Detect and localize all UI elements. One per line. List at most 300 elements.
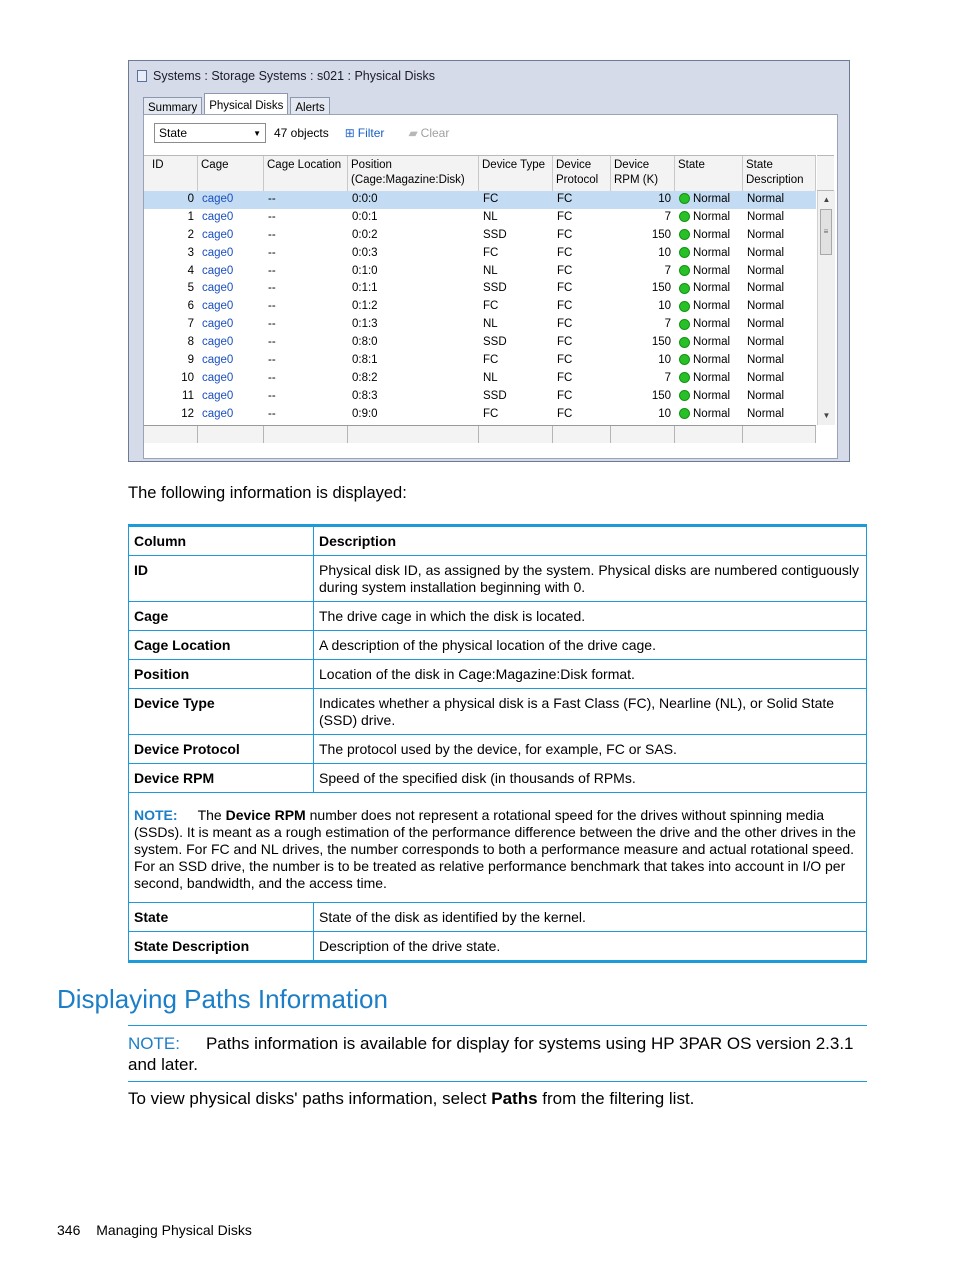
cell-text: 10 <box>658 246 671 259</box>
column-header-device-protocol[interactable]: Device Protocol <box>553 156 611 192</box>
cell-state-description <box>743 227 816 245</box>
cell-cage-location <box>264 209 348 227</box>
footer-cell <box>675 426 743 443</box>
cell-text: 150 <box>651 282 671 295</box>
cell-cage-location <box>264 245 348 263</box>
cell-text: 0:8:3 <box>352 389 378 402</box>
para-after: from the filtering list. <box>542 1089 695 1108</box>
column-header-cage[interactable]: Cage <box>198 156 264 192</box>
status-ok-icon <box>679 265 690 276</box>
cell-position <box>348 280 479 298</box>
cell-device-rpm <box>611 406 675 424</box>
cell-cage[interactable] <box>198 245 264 263</box>
cell-device-protocol <box>553 406 611 424</box>
cell-text: 0:1:0 <box>352 264 378 277</box>
cell-text: 5 <box>187 282 194 295</box>
cell-device-protocol <box>553 280 611 298</box>
cell-position <box>348 370 479 388</box>
status-ok-icon <box>679 319 690 330</box>
eraser-icon: ▰ <box>408 126 418 140</box>
cell-text: FC <box>483 354 499 367</box>
para-bold: Paths <box>491 1089 538 1108</box>
cage-link[interactable]: cage0 <box>202 193 234 205</box>
cell-text: 10 <box>658 407 671 420</box>
cell-text: FC <box>557 389 573 402</box>
cell-text: 0:0:1 <box>352 210 378 223</box>
cell-text: FC <box>557 264 573 277</box>
cell-cage[interactable] <box>198 388 264 406</box>
cell-device-protocol <box>553 370 611 388</box>
cell-text: -- <box>268 300 276 313</box>
filter-icon: ⊞ <box>344 126 355 140</box>
cell-id <box>144 191 198 209</box>
cell-text: 8 <box>187 336 194 349</box>
cell-device-rpm <box>611 352 675 370</box>
cell-device-rpm <box>611 298 675 316</box>
column-header-cage-location[interactable]: Cage Location <box>264 156 348 192</box>
status-ok-icon <box>679 337 690 348</box>
cell-cage[interactable] <box>198 191 264 209</box>
section-heading: Displaying Paths Information <box>57 984 388 1014</box>
table-row[interactable] <box>144 245 816 263</box>
footer-cell <box>348 426 479 443</box>
cell-text: Normal <box>747 210 785 223</box>
cell-device-type <box>479 406 553 424</box>
column-header-state[interactable]: State <box>675 156 743 192</box>
table-row[interactable] <box>144 388 816 406</box>
row-column-name: Device Protocol <box>129 735 314 764</box>
cell-device-type <box>479 245 553 263</box>
note-label: NOTE: <box>128 1034 180 1053</box>
cell-cage[interactable] <box>198 298 264 316</box>
cell-state-description <box>743 191 816 209</box>
table-row[interactable] <box>144 227 816 245</box>
grid-header-corner <box>817 155 834 191</box>
cell-device-type <box>479 227 553 245</box>
cell-state-description <box>743 209 816 227</box>
para-before: To view physical disks' paths information, select <box>128 1089 487 1108</box>
status-ok-icon <box>679 229 690 240</box>
cell-device-type <box>479 334 553 352</box>
cell-text: FC <box>557 228 573 241</box>
cell-text: FC <box>483 407 499 420</box>
note-prefix: The <box>197 807 222 823</box>
cell-position <box>348 191 479 209</box>
cell-text: FC <box>483 246 499 259</box>
cell-cage[interactable] <box>198 316 264 334</box>
column-header-position[interactable]: Position (Cage:Magazine:Disk) <box>348 156 479 192</box>
column-header-device-rpm[interactable]: Device RPM (K) <box>611 156 675 192</box>
table-row <box>129 631 867 660</box>
tab-summary[interactable]: Summary <box>143 97 202 118</box>
cage-link[interactable]: cage0 <box>202 354 234 367</box>
cell-state <box>675 298 743 316</box>
cell-text: Normal <box>693 354 731 367</box>
row-column-name: Device RPM <box>129 764 314 793</box>
cage-link[interactable]: cage0 <box>202 282 234 295</box>
cell-state <box>675 263 743 281</box>
table-row <box>129 764 867 793</box>
cell-device-rpm <box>611 316 675 334</box>
row-column-name: State <box>129 903 314 932</box>
footer-cell <box>144 426 198 443</box>
cell-cage-location <box>264 227 348 245</box>
cell-device-protocol <box>553 263 611 281</box>
physical-disks-screenshot <box>128 60 850 462</box>
cell-cage-location <box>264 388 348 406</box>
cell-text: Normal <box>693 407 731 420</box>
table-row <box>129 660 867 689</box>
cell-text: Normal <box>693 246 731 259</box>
cell-position <box>348 352 479 370</box>
cage-link[interactable]: cage0 <box>202 300 234 313</box>
column-header-state-description[interactable]: State Description <box>743 156 816 192</box>
cage-link[interactable]: cage0 <box>202 389 234 402</box>
cell-text: -- <box>268 407 276 420</box>
cell-text: Normal <box>693 318 731 331</box>
table-row[interactable] <box>144 298 816 316</box>
paths-instruction <box>128 1089 694 1109</box>
footer-cell <box>611 426 675 443</box>
table-row[interactable] <box>144 316 816 334</box>
cell-cage-location <box>264 263 348 281</box>
row-description: Indicates whether a physical disk is a Fast Class (FC), Nearline (NL), or Solid State (SSD) drive. <box>314 689 867 735</box>
cell-device-protocol <box>553 245 611 263</box>
cell-text: 0:8:1 <box>352 354 378 367</box>
cell-state <box>675 406 743 424</box>
cell-text: 150 <box>651 336 671 349</box>
cell-state <box>675 245 743 263</box>
scroll-up-icon[interactable]: ▲ <box>822 195 831 204</box>
cell-text: -- <box>268 282 276 295</box>
row-description: Physical disk ID, as assigned by the system. Physical disks are numbered contiguously during system installation beginning with 0. <box>314 556 867 602</box>
cell-text: 7 <box>187 318 194 331</box>
cage-link[interactable]: cage0 <box>202 264 234 277</box>
cell-text: Normal <box>693 193 731 205</box>
table-row[interactable] <box>144 280 816 298</box>
status-ok-icon <box>679 301 690 312</box>
window-titlebar <box>137 65 435 87</box>
cell-text: NL <box>483 210 498 223</box>
status-ok-icon <box>679 211 690 222</box>
cell-text: Normal <box>693 371 731 384</box>
cell-text: -- <box>268 318 276 331</box>
column-header-id[interactable]: ID <box>144 156 198 192</box>
scroll-thumb[interactable]: ≡ <box>820 209 832 255</box>
cell-state-description <box>743 406 816 424</box>
cell-id <box>144 298 198 316</box>
table-row[interactable] <box>144 352 816 370</box>
cage-link[interactable]: cage0 <box>202 318 234 331</box>
cell-cage[interactable] <box>198 352 264 370</box>
cell-device-rpm <box>611 263 675 281</box>
cell-cage[interactable] <box>198 209 264 227</box>
table-row[interactable] <box>144 370 816 388</box>
cell-id <box>144 334 198 352</box>
cell-id <box>144 406 198 424</box>
paths-note <box>128 1025 867 1082</box>
cell-state <box>675 280 743 298</box>
cell-state <box>675 352 743 370</box>
cell-cage-location <box>264 280 348 298</box>
status-ok-icon <box>679 354 690 365</box>
footer-cell <box>479 426 553 443</box>
window-icon <box>137 70 147 82</box>
header-column: Column <box>129 526 314 556</box>
cell-text: Normal <box>747 228 785 241</box>
cell-device-protocol <box>553 227 611 245</box>
grid-footer-row <box>144 425 816 443</box>
table-row <box>129 689 867 735</box>
column-description-table <box>128 524 867 963</box>
cell-text: 11 <box>182 389 194 402</box>
cell-cage-location <box>264 298 348 316</box>
row-description: The protocol used by the device, for example, FC or SAS. <box>314 735 867 764</box>
note-bold: Device RPM <box>225 807 306 823</box>
cell-cage[interactable] <box>198 263 264 281</box>
table-row[interactable] <box>144 191 816 209</box>
status-ok-icon <box>679 408 690 419</box>
cell-text: 150 <box>651 228 671 241</box>
cell-position <box>348 298 479 316</box>
cell-text: Normal <box>693 282 731 295</box>
row-column-name: Cage Location <box>129 631 314 660</box>
cell-position <box>348 245 479 263</box>
cell-text: -- <box>268 354 276 367</box>
table-row[interactable] <box>144 263 816 281</box>
cell-state-description <box>743 263 816 281</box>
cell-id <box>144 316 198 334</box>
cell-text: 2 <box>187 228 194 241</box>
cell-text: 10 <box>658 300 671 313</box>
cell-state <box>675 388 743 406</box>
cell-state <box>675 227 743 245</box>
cell-text: Normal <box>747 336 785 349</box>
cell-text: SSD <box>483 228 507 241</box>
cell-text: 3 <box>187 246 194 259</box>
page-footer <box>57 1222 252 1238</box>
cell-text: FC <box>483 193 499 205</box>
cell-id <box>144 209 198 227</box>
row-description: Description of the drive state. <box>314 932 867 962</box>
vertical-scrollbar[interactable] <box>817 191 835 425</box>
cell-state-description <box>743 280 816 298</box>
cell-text: Normal <box>747 193 785 205</box>
note-row <box>129 793 867 903</box>
cell-text: 0 <box>187 193 194 205</box>
cell-state-description <box>743 352 816 370</box>
cell-state <box>675 316 743 334</box>
cell-device-type <box>479 263 553 281</box>
cell-device-rpm <box>611 209 675 227</box>
status-ok-icon <box>679 372 690 383</box>
header-description: Description <box>314 526 867 556</box>
note-label: NOTE: <box>134 807 178 823</box>
status-ok-icon <box>679 193 690 204</box>
cell-device-type <box>479 316 553 334</box>
cell-cage[interactable] <box>198 370 264 388</box>
grid-header <box>144 155 816 193</box>
cell-device-type <box>479 370 553 388</box>
cell-id <box>144 245 198 263</box>
status-ok-icon <box>679 283 690 294</box>
cell-text: NL <box>483 264 498 277</box>
cell-device-rpm <box>611 245 675 263</box>
table-header-row <box>129 526 867 556</box>
cell-cage[interactable] <box>198 406 264 424</box>
cell-text: Normal <box>747 389 785 402</box>
scroll-down-icon[interactable]: ▼ <box>822 411 831 420</box>
note-text: number does not represent a rotational speed for the drives without spinning media (SSDs). It is meant as a rough estimation of the performance difference between the drive and the other drives in the system. For FC and NL drives, the number corresponds to both a performance measure and actual rotational speed. For an SSD drive, the number is to be treated as relative performance benchmark that takes into account in I/O per second, bandwidth, and the access time. <box>134 807 856 891</box>
table-row <box>129 903 867 932</box>
tab-physical-disks[interactable]: Physical Disks <box>204 93 288 118</box>
cell-id <box>144 388 198 406</box>
cell-text: 7 <box>664 318 671 331</box>
cell-cage[interactable] <box>198 227 264 245</box>
cage-link[interactable]: cage0 <box>202 336 234 349</box>
table-row <box>129 735 867 764</box>
cell-device-type <box>479 352 553 370</box>
cell-position <box>348 209 479 227</box>
cell-device-type <box>479 388 553 406</box>
cell-text: -- <box>268 193 276 205</box>
cage-link[interactable]: cage0 <box>202 210 234 223</box>
cell-text: -- <box>268 389 276 402</box>
table-row[interactable] <box>144 334 816 352</box>
cell-text: 0:0:0 <box>352 193 378 205</box>
cell-text: 0:1:3 <box>352 318 378 331</box>
cell-text: Normal <box>747 354 785 367</box>
cell-text: Normal <box>747 407 785 420</box>
cell-id <box>144 263 198 281</box>
cell-position <box>348 388 479 406</box>
table-row[interactable] <box>144 406 816 424</box>
cell-text: Normal <box>693 389 731 402</box>
cell-text: FC <box>557 300 573 313</box>
cell-device-rpm <box>611 388 675 406</box>
cell-state-description <box>743 370 816 388</box>
footer-cell <box>198 426 264 443</box>
clear-button[interactable] <box>408 126 449 140</box>
cell-device-rpm <box>611 370 675 388</box>
status-ok-icon <box>679 247 690 258</box>
cell-text: 7 <box>664 264 671 277</box>
cell-state <box>675 334 743 352</box>
cell-text: -- <box>268 336 276 349</box>
cell-position <box>348 263 479 281</box>
cell-device-protocol <box>553 352 611 370</box>
cell-text: -- <box>268 371 276 384</box>
cell-state-description <box>743 316 816 334</box>
cell-text: SSD <box>483 389 507 402</box>
row-column-name: State Description <box>129 932 314 962</box>
cell-text: Normal <box>747 318 785 331</box>
footer-cell <box>553 426 611 443</box>
cell-text: 10 <box>181 371 194 384</box>
cell-text: 4 <box>187 264 194 277</box>
row-description: Speed of the specified disk (in thousands of RPMs. <box>314 764 867 793</box>
cage-link[interactable]: cage0 <box>202 246 234 259</box>
cell-text: Normal <box>747 282 785 295</box>
intro-text: The following information is displayed: <box>128 484 407 502</box>
cell-cage[interactable] <box>198 334 264 352</box>
physical-disks-panel <box>143 114 838 459</box>
object-count: 47 objects <box>274 126 329 140</box>
column-header-device-type[interactable]: Device Type <box>479 156 553 192</box>
filter-button-label: Filter <box>357 126 385 140</box>
cage-link[interactable]: cage0 <box>202 228 234 241</box>
cell-device-protocol <box>553 209 611 227</box>
cell-text: FC <box>557 318 573 331</box>
cage-link[interactable]: cage0 <box>202 371 234 384</box>
cell-state <box>675 370 743 388</box>
cell-text: -- <box>268 264 276 277</box>
cell-device-type <box>479 298 553 316</box>
cell-text: Normal <box>693 228 731 241</box>
cell-id <box>144 227 198 245</box>
footer-cell <box>743 426 816 443</box>
row-column-name: Cage <box>129 602 314 631</box>
status-ok-icon <box>679 390 690 401</box>
filter-button[interactable] <box>345 126 385 140</box>
cell-position <box>348 334 479 352</box>
cell-device-protocol <box>553 388 611 406</box>
cell-text: -- <box>268 210 276 223</box>
cell-text: Normal <box>747 246 785 259</box>
cell-device-type <box>479 209 553 227</box>
cell-state-description <box>743 388 816 406</box>
cell-cage-location <box>264 370 348 388</box>
cell-position <box>348 406 479 424</box>
footer-title: Managing Physical Disks <box>96 1222 252 1238</box>
cell-device-rpm <box>611 334 675 352</box>
row-description: State of the disk as identified by the kernel. <box>314 903 867 932</box>
cell-cage[interactable] <box>198 280 264 298</box>
cell-text: 6 <box>187 300 194 313</box>
cell-text: FC <box>483 300 499 313</box>
cell-text: 1 <box>187 210 194 223</box>
tab-alerts[interactable]: Alerts <box>290 97 329 118</box>
cell-text: 0:0:3 <box>352 246 378 259</box>
cell-device-type <box>479 191 553 209</box>
cell-text: 0:8:2 <box>352 371 378 384</box>
cell-text: Normal <box>747 300 785 313</box>
cell-text: FC <box>557 246 573 259</box>
cage-link[interactable]: cage0 <box>202 407 234 420</box>
cell-text: FC <box>557 282 573 295</box>
cell-state <box>675 191 743 209</box>
cell-text: Normal <box>747 371 785 384</box>
cell-text: 0:9:0 <box>352 407 378 420</box>
filter-select[interactable] <box>154 123 266 143</box>
cell-cage-location <box>264 406 348 424</box>
table-row <box>129 556 867 602</box>
cell-text: FC <box>557 210 573 223</box>
cell-device-protocol <box>553 334 611 352</box>
cell-id <box>144 280 198 298</box>
table-row <box>129 602 867 631</box>
cell-id <box>144 370 198 388</box>
cell-state-description <box>743 245 816 263</box>
cell-text: 0:1:2 <box>352 300 378 313</box>
cell-cage-location <box>264 352 348 370</box>
footer-cell <box>264 426 348 443</box>
cell-text: NL <box>483 318 498 331</box>
cell-text: FC <box>557 407 573 420</box>
cell-text: Normal <box>693 264 731 277</box>
cell-device-protocol <box>553 298 611 316</box>
table-row[interactable] <box>144 209 816 227</box>
